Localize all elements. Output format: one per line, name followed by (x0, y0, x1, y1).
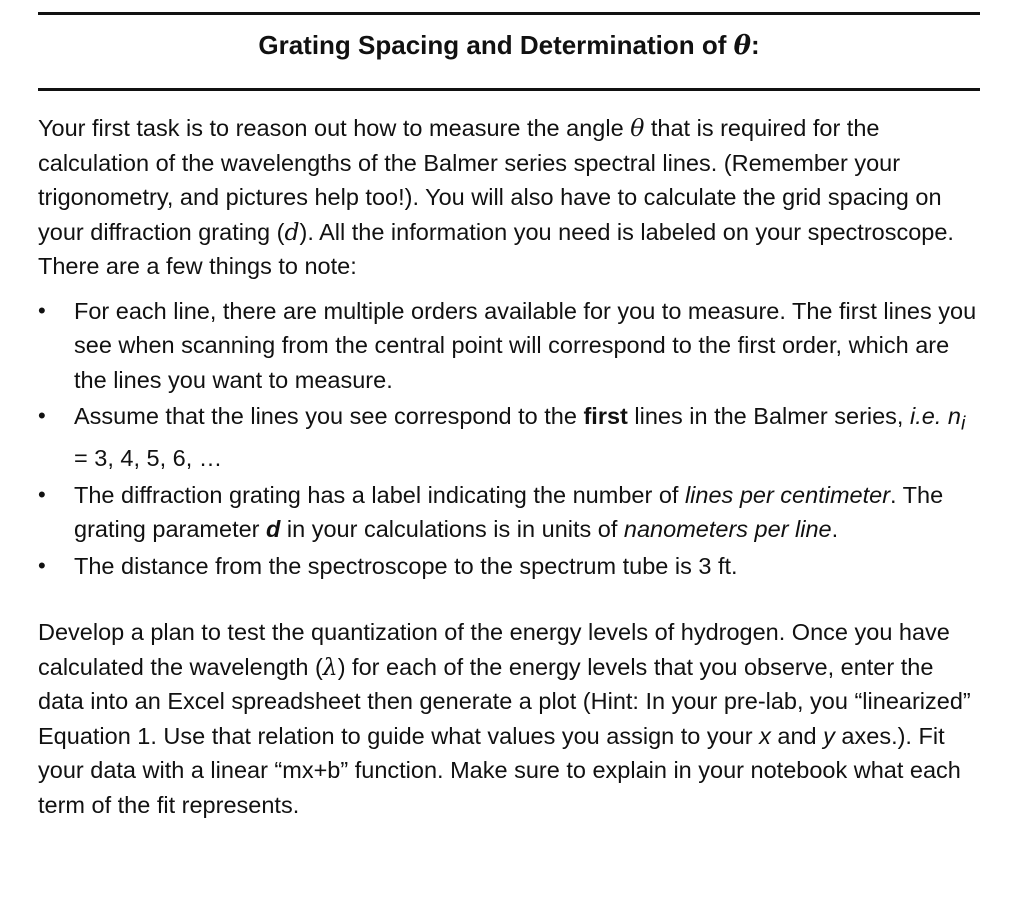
theta-symbol: θ (733, 31, 751, 61)
list-item: • Assume that the lines you see correspond to the first lines in the Balmer series, i.e. $n_i = 3$, 4, 5, 6, … (38, 403, 966, 472)
list-item: • The diffraction grating has a label indicating the number of lines per centimeter. The grating parameter d in your calculations is in units of nanometers per line. (38, 481, 944, 543)
notes-intro: There are a few things to note: (38, 253, 357, 279)
section-title: Grating Spacing and Determination of θ: (258, 30, 760, 61)
title-rule (38, 88, 980, 91)
document-body (38, 111, 983, 822)
list-item: • The distance from the spectroscope to the spectrum tube is 3 ft. (38, 552, 738, 579)
list-item: • For each line, there are multiple orders available for you to measure. The first lines you see when scanning from the central point will correspond to the first order, which are the lines you want to measure. (38, 297, 977, 393)
plan-paragraph: Develop a plan to test the quantization of the energy levels of hydrogen. Once you have calculated the wavelength (λ) for each of the energy levels that you observe, enter the data into an Excel spreadsheet then generate a plot (Hint: In your pre-lab, you “linearized” Equation 1. Use that relation to guide what values you assign to your x and y axes.). Fit your data with a linear “mx+b” function. Make sure to explain in your notebook what each term of the fit represents. (38, 619, 971, 818)
top-rule (38, 12, 980, 15)
intro-paragraph: Your first task is to reason out how to measure the angle θ that is required for the calculation of the wavelengths of the Balmer series spectral lines. (Remember your trigonometry, and pictures help too!). You will also have to calculate the grid spacing on your diffraction grating (d). All the information you need is labeled on your spectroscope. (38, 114, 954, 246)
notes-list (38, 294, 983, 584)
